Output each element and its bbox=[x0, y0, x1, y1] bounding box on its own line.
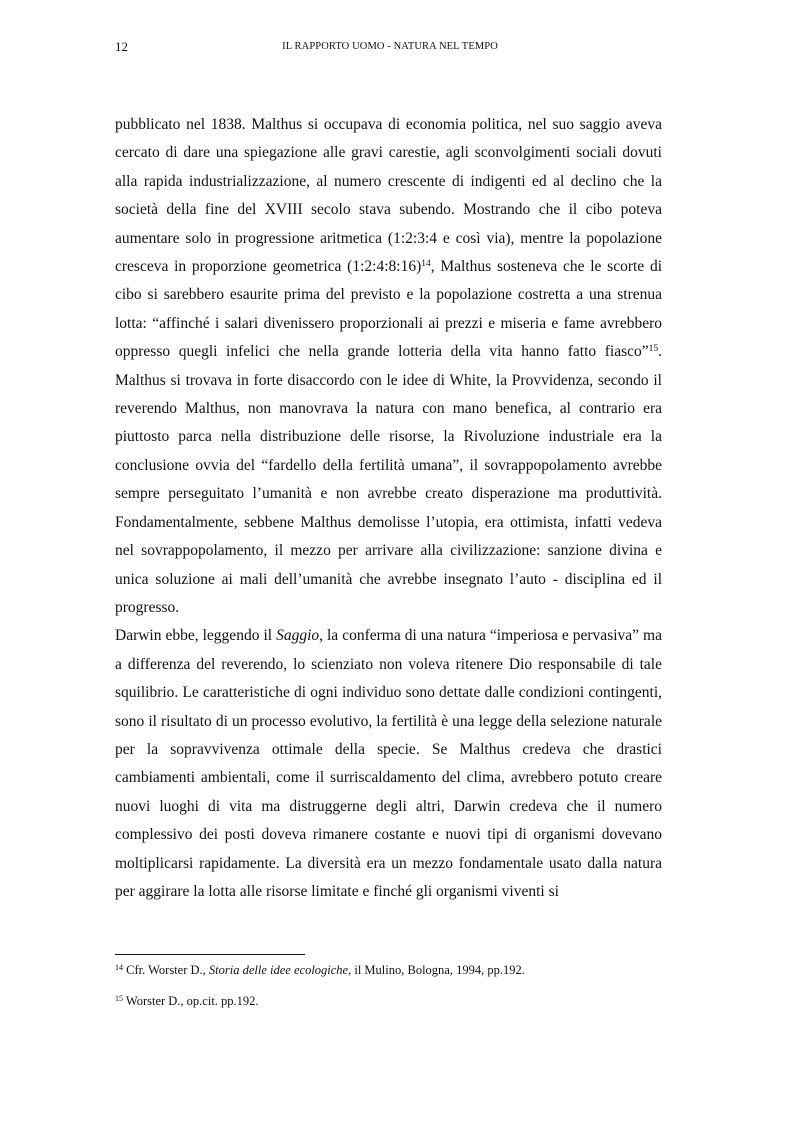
paragraph-2 bbox=[115, 622, 662, 906]
footnote-divider bbox=[115, 954, 305, 955]
paragraph-1 bbox=[115, 111, 662, 622]
running-title: IL RAPPORTO UOMO - NATURA NEL TEMPO bbox=[282, 41, 498, 52]
paragraph-2-italic-title: Saggio bbox=[276, 627, 320, 645]
footnote-15 bbox=[115, 993, 662, 1009]
footnote-15-number: 15 bbox=[115, 994, 123, 1003]
paragraph-1-text-a: pubblicato nel 1838. Malthus si occupava di economia politica, nel suo saggio aveva cercato di dare una spiegazione alle gravi carestie, agli sconvolgimenti sociali dovuti alla rapida industrializzazione, al numero crescente di indigenti ed al declino che la società della fine del XVIII secolo stava subendo. Mostrando che il cibo poteva aumentare solo in progressione aritmetica (1:2:3:4 e così via), mentre la popolazione cresceva in proporzione geometrica (1:2:4:8:16) bbox=[115, 116, 662, 276]
footnote-15-text: Worster D., op.cit. pp.192. bbox=[123, 994, 259, 1008]
paragraph-1-text-b: , Malthus sosteneva che le scorte di cibo si sarebbero esaurite prima del previsto e la popolazione costretta a una strenua lotta: “affinché i salari divenissero proporzionali ai prezzi e miseria e fame avrebbero oppresso quegli infelici che nella grande lotteria della vita hanno fatto fiasco” bbox=[115, 258, 663, 361]
footnote-14-italic-title: Storia delle idee ecologiche bbox=[208, 963, 349, 977]
footnote-14-text-b: , il Mulino, Bologna, 1994, pp.192. bbox=[348, 963, 525, 977]
footnote-14-number: 14 bbox=[115, 963, 123, 972]
paragraph-2-text-a: Darwin ebbe, leggendo il bbox=[115, 627, 277, 645]
footnote-14-text-a: Cfr. Worster D., bbox=[123, 963, 209, 977]
page-number: 12 bbox=[115, 39, 128, 54]
paragraph-1-text-c: . Malthus si trovava in forte disaccordo con le idee di White, la Provvidenza, secondo il reverendo Malthus, non manovrava la natura con mano benefica, al contrario era piuttosto parca nella distribuzione delle risorse, la Rivoluzione industriale era la conclusione ovvia del “fardello della fertilità umana”, il sovrappopolamento avrebbe sempre perseguitato l’umanità e non avrebbe creato disperazione ma produttività. Fondamentalmente, sebbene Malthus demolisse l’utopia, era ottimista, infatti vedeva nel sovrappopolamento, il mezzo per arrivare alla civilizzazione: sanzione divina e unica soluzione ai mali dell’umanità che avrebbe insegnato l’auto - disciplina ed il progresso. bbox=[115, 343, 662, 616]
footnote-ref-14: 14 bbox=[421, 259, 431, 270]
main-text bbox=[115, 111, 662, 906]
paragraph-2-text-b: , la conferma di una natura “imperiosa e pervasiva” ma a differenza del reverendo, lo scienziato non voleva ritenere Dio responsabile di tale squilibrio. Le caratteristiche di ogni individuo sono dettate dalle condizioni contingenti, sono il risultato di un processo evolutivo, la fertilità è una legge della selezione naturale per la sopravvivenza ottimale della specie. Se Malthus credeva che drastici cambiamenti ambientali, come il surriscaldamento del clima, avrebbero potuto creare nuovi luoghi di vita ma distruggerne degli altri, Darwin credeva che il numero complessivo dei posti doveva rimanere costante e nuovi tipi di organismi dovevano moltiplicarsi rapidamente. La diversità era un mezzo fondamentale usato dalla natura per aggirare la lotta alle risorse limitate e finché gli organismi viventi si bbox=[115, 627, 662, 900]
footnote-14 bbox=[115, 962, 662, 978]
footnote-ref-15: 15 bbox=[648, 344, 659, 355]
